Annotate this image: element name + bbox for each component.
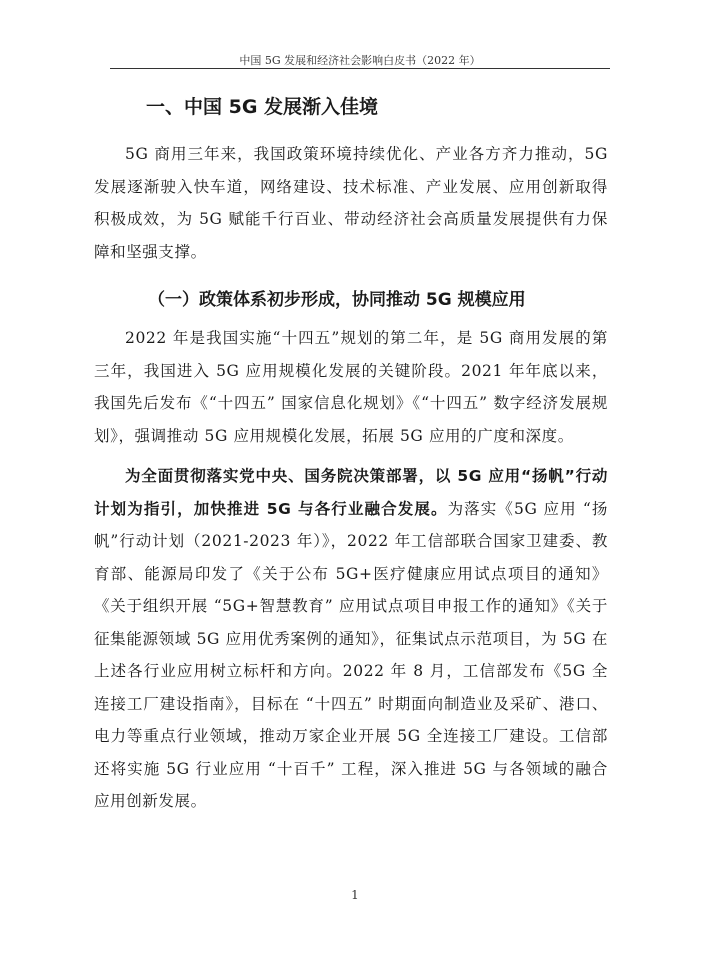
implementation-paragraph (94, 460, 608, 818)
section-heading: 一、中国 5G 发展渐入佳境 (146, 96, 379, 118)
spacer (94, 268, 608, 276)
paragraph-body: 为落实《5G 应用 “扬帆”行动计划（2021-2023 年）》，2022 年工信部联合国家卫建委、教育部、能源局印发了《关于公布 5G+医疗健康应用试点项目的通知》《关于组织开展 “5G+智慧教育” 应用试点项目申报工作的通知》《关于征集能源领域 5G 应用优秀案例的通知》，征集试点示范项目，为 5G 在上述各行业应用树立标杆和方向。2022 年 8 月，工信部发布《5G 全连接工厂建设指南》，目标在 “十四五” 时期面向制造业及采矿、港口、电力等重点行业领域，推动万家企业开展 5G 全连接工厂建设。工信部还将实施 5G 行业应用 “十百千” 工程，深入推进 5G 与各领域的融合应用创新发展。 (94, 499, 608, 810)
page-body (94, 92, 608, 818)
section-intro-paragraph: 5G 商用三年来，我国政策环境持续优化、产业各方齐力推动，5G 发展逐渐驶入快车道，网络建设、技术标准、产业发展、应用创新取得积极成效，为 5G 赋能千行百业、带动经济社会高质量发展提供有力保障和坚强支撑。 (94, 145, 608, 261)
page-number: 1 (351, 888, 359, 902)
header-rule (110, 68, 610, 69)
paragraph-lead-bold: 为全面贯彻落实党中央、国务院决策部署，以 5G 应用“扬帆”行动计划为指引，加快推进 5G 与各行业融合发展。 (94, 467, 608, 518)
subsection-heading: （一）政策体系初步形成，协同推动 5G 规模应用 (148, 290, 526, 310)
running-header: 中国 5G 发展和经济社会影响白皮书（2022 年） (239, 54, 481, 67)
policy-paragraph: 2022 年是我国实施“十四五”规划的第二年，是 5G 商用发展的第三年，我国进入 5G 应用规模化发展的关键阶段。2021 年年底以来，我国先后发布《“十四五” 国家信息化规划》《“十四五” 数字经济发展规划》，强调推动 5G 应用规模化发展，拓展 5G 应用的广度和深度。 (94, 329, 608, 445)
spacer (94, 452, 608, 460)
